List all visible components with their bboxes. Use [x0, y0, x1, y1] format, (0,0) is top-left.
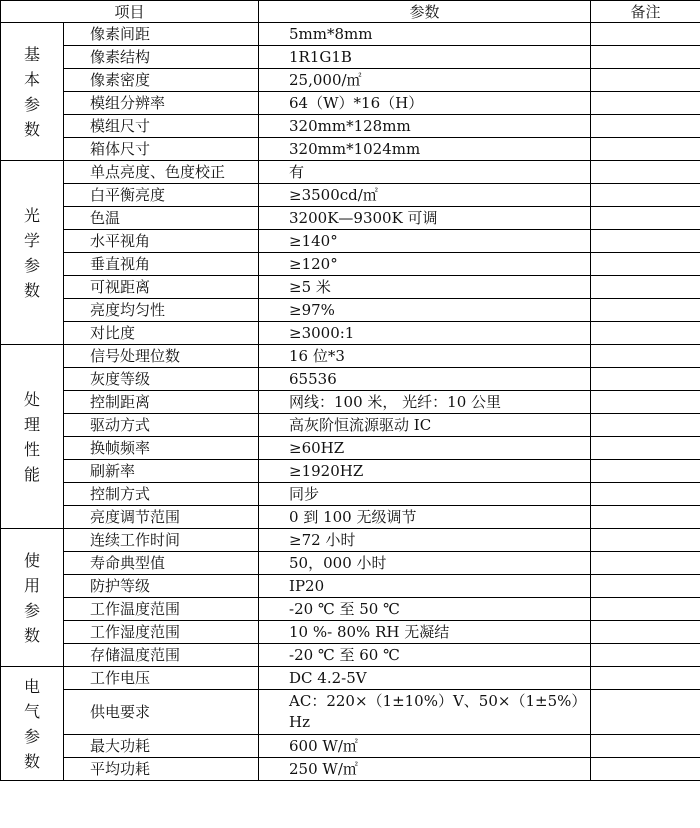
note-cell — [591, 230, 700, 253]
param-name: 防护等级 — [64, 575, 259, 598]
note-cell — [591, 207, 700, 230]
table-row — [1, 23, 700, 46]
param-name: 工作温度范围 — [64, 598, 259, 621]
note-cell — [591, 391, 700, 414]
category-char: 数 — [23, 625, 40, 645]
param-value: 50，000 小时 — [259, 552, 591, 575]
param-value: 25,000/㎡ — [259, 69, 591, 92]
param-name: 控制距离 — [64, 391, 259, 414]
table-row — [1, 391, 700, 414]
param-name: 工作电压 — [64, 667, 259, 690]
note-cell — [591, 552, 700, 575]
param-name: 寿命典型值 — [64, 552, 259, 575]
param-name: 垂直视角 — [64, 253, 259, 276]
table-row — [1, 345, 700, 368]
param-name: 信号处理位数 — [64, 345, 259, 368]
param-value: ≥3000:1 — [259, 322, 591, 345]
category-char: 电 — [23, 676, 40, 696]
note-cell — [591, 161, 700, 184]
header-params: 参数 — [259, 1, 591, 23]
table-row — [1, 414, 700, 437]
table-row — [1, 299, 700, 322]
category-cell — [1, 161, 64, 345]
table-row — [1, 92, 700, 115]
table-row — [1, 46, 700, 69]
param-name: 亮度调节范围 — [64, 506, 259, 529]
param-name: 对比度 — [64, 322, 259, 345]
category-char: 处 — [23, 389, 40, 409]
category-cell — [1, 23, 64, 161]
note-cell — [591, 414, 700, 437]
note-cell — [591, 529, 700, 552]
note-cell — [591, 276, 700, 299]
category-char: 使 — [23, 550, 40, 570]
category-char: 用 — [23, 575, 40, 595]
param-value: 0 到 100 无级调节 — [259, 506, 591, 529]
note-cell — [591, 758, 700, 781]
table-row — [1, 690, 700, 735]
param-name: 驱动方式 — [64, 414, 259, 437]
param-value: ≥97% — [259, 299, 591, 322]
note-cell — [591, 46, 700, 69]
header-item: 项目 — [1, 1, 259, 23]
table-row — [1, 276, 700, 299]
param-name: 供电要求 — [64, 690, 259, 735]
param-value: 1R1G1B — [259, 46, 591, 69]
table-row — [1, 735, 700, 758]
param-name: 像素密度 — [64, 69, 259, 92]
table-row — [1, 161, 700, 184]
note-cell — [591, 23, 700, 46]
param-value: ≥5 米 — [259, 276, 591, 299]
param-value: 有 — [259, 161, 591, 184]
param-name: 平均功耗 — [64, 758, 259, 781]
param-name: 色温 — [64, 207, 259, 230]
category-cell — [1, 345, 64, 529]
table-row — [1, 253, 700, 276]
note-cell — [591, 483, 700, 506]
param-value: 320mm*1024mm — [259, 138, 591, 161]
param-value: 65536 — [259, 368, 591, 391]
table-row — [1, 667, 700, 690]
table-row — [1, 138, 700, 161]
param-name: 灰度等级 — [64, 368, 259, 391]
table-row — [1, 115, 700, 138]
param-name: 刷新率 — [64, 460, 259, 483]
param-name: 控制方式 — [64, 483, 259, 506]
table-row — [1, 322, 700, 345]
table-row — [1, 644, 700, 667]
param-name: 最大功耗 — [64, 735, 259, 758]
param-value: 同步 — [259, 483, 591, 506]
category-cell — [1, 667, 64, 781]
param-value: IP20 — [259, 575, 591, 598]
note-cell — [591, 115, 700, 138]
param-value: ≥120° — [259, 253, 591, 276]
param-value: 高灰阶恒流源驱动 IC — [259, 414, 591, 437]
param-value: ≥1920HZ — [259, 460, 591, 483]
param-value: 600 W/㎡ — [259, 735, 591, 758]
category-char: 性 — [23, 439, 40, 459]
param-name: 工作湿度范围 — [64, 621, 259, 644]
table-row — [1, 483, 700, 506]
note-cell — [591, 598, 700, 621]
table-row — [1, 621, 700, 644]
category-char: 光 — [23, 205, 40, 225]
table-row — [1, 758, 700, 781]
param-value: 5mm*8mm — [259, 23, 591, 46]
note-cell — [591, 184, 700, 207]
param-name: 单点亮度、色度校正 — [64, 161, 259, 184]
note-cell — [591, 437, 700, 460]
param-name: 亮度均匀性 — [64, 299, 259, 322]
table-row — [1, 368, 700, 391]
param-name: 模组尺寸 — [64, 115, 259, 138]
table-row — [1, 230, 700, 253]
category-char: 数 — [23, 280, 40, 300]
note-cell — [591, 575, 700, 598]
category-cell — [1, 529, 64, 667]
category-char: 本 — [23, 69, 40, 89]
category-char: 参 — [23, 94, 40, 114]
param-value: 320mm*128mm — [259, 115, 591, 138]
note-cell — [591, 690, 700, 735]
param-name: 换帧频率 — [64, 437, 259, 460]
category-char: 理 — [23, 414, 40, 434]
param-name: 模组分辨率 — [64, 92, 259, 115]
param-value: 网线：100 米， 光纤：10 公里 — [259, 391, 591, 414]
note-cell — [591, 322, 700, 345]
param-name: 连续工作时间 — [64, 529, 259, 552]
note-cell — [591, 138, 700, 161]
note-cell — [591, 460, 700, 483]
table-row — [1, 575, 700, 598]
table-row — [1, 552, 700, 575]
note-cell — [591, 253, 700, 276]
table-row — [1, 529, 700, 552]
param-value: DC 4.2-5V — [259, 667, 591, 690]
param-name: 白平衡亮度 — [64, 184, 259, 207]
category-char: 能 — [23, 464, 40, 484]
note-cell — [591, 299, 700, 322]
note-cell — [591, 506, 700, 529]
param-name: 存储温度范围 — [64, 644, 259, 667]
header-note: 备注 — [591, 1, 700, 23]
param-name: 箱体尺寸 — [64, 138, 259, 161]
param-value: ≥3500cd/㎡ — [259, 184, 591, 207]
note-cell — [591, 345, 700, 368]
note-cell — [591, 644, 700, 667]
table-row — [1, 506, 700, 529]
category-char: 学 — [23, 230, 40, 250]
category-char: 数 — [23, 751, 40, 771]
param-value: 64（W）*16（H） — [259, 92, 591, 115]
param-value: 10 %- 80% RH 无凝结 — [259, 621, 591, 644]
category-char: 参 — [23, 726, 40, 746]
param-value: ≥60HZ — [259, 437, 591, 460]
param-value: 16 位*3 — [259, 345, 591, 368]
category-char: 基 — [23, 44, 40, 64]
category-char: 气 — [23, 701, 40, 721]
note-cell — [591, 667, 700, 690]
table-row — [1, 460, 700, 483]
param-name: 可视距离 — [64, 276, 259, 299]
header-row — [1, 1, 700, 23]
category-char: 参 — [23, 255, 40, 275]
param-name: 水平视角 — [64, 230, 259, 253]
category-char: 数 — [23, 119, 40, 139]
table-row — [1, 598, 700, 621]
param-name: 像素结构 — [64, 46, 259, 69]
param-value: 250 W/㎡ — [259, 758, 591, 781]
param-value: ≥72 小时 — [259, 529, 591, 552]
param-value: AC：220×（1±10%）V、50×（1±5%）Hz — [259, 690, 591, 735]
note-cell — [591, 621, 700, 644]
param-value: ≥140° — [259, 230, 591, 253]
param-value: -20 ℃ 至 50 ℃ — [259, 598, 591, 621]
table-row — [1, 69, 700, 92]
table-row — [1, 207, 700, 230]
param-value: -20 ℃ 至 60 ℃ — [259, 644, 591, 667]
note-cell — [591, 92, 700, 115]
param-name: 像素间距 — [64, 23, 259, 46]
param-value: 3200K—9300K 可调 — [259, 207, 591, 230]
table-row — [1, 437, 700, 460]
note-cell — [591, 735, 700, 758]
table-row — [1, 184, 700, 207]
category-char: 参 — [23, 600, 40, 620]
note-cell — [591, 69, 700, 92]
note-cell — [591, 368, 700, 391]
